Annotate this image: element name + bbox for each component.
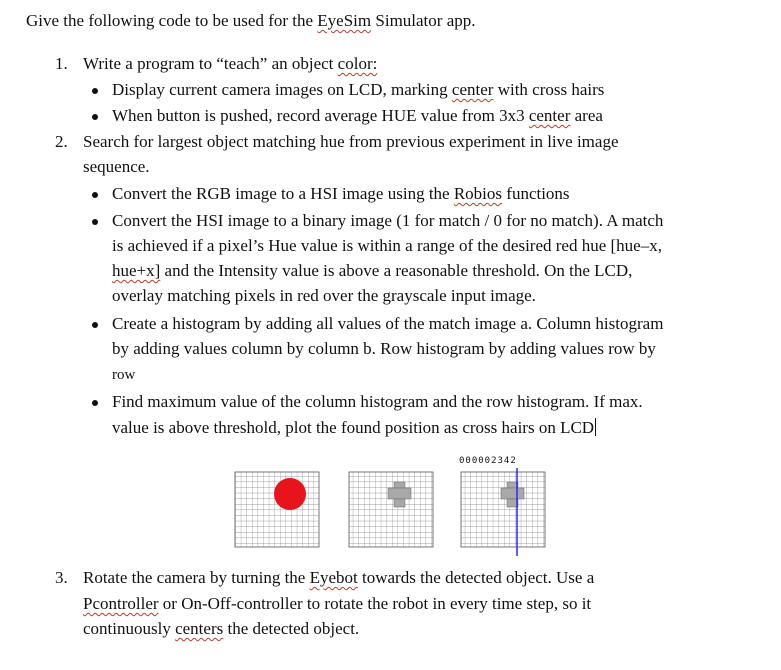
bullet-flag: center [528, 106, 571, 125]
bullet-dot [92, 192, 98, 198]
item2-bullet-4-line2 [112, 418, 596, 438]
panel-input-image [235, 472, 319, 547]
item1-bullet-1 [112, 80, 604, 100]
item2-bullet-2-line4: overlay matching pixels in red over the grayscale input image. [112, 286, 536, 305]
bullet-text: Display current camera images on LCD, marking [112, 80, 452, 99]
item2-heading-line1: Search for largest object matching hue from previous experiment in live image [83, 132, 619, 151]
item3-text-end: towards the detected object. Use a [357, 568, 595, 587]
item3-text-end: the detected object. [223, 619, 360, 638]
app-name: EyeSim [317, 11, 372, 30]
item2-bullet-3-line1: Create a histogram by adding all values of the match image a. Column histogram [112, 314, 664, 333]
item3-line1 [83, 568, 594, 588]
match-cross [388, 482, 411, 507]
intro-text-end: Simulator app. [371, 11, 476, 30]
item3-text: Rotate the camera by turning the [83, 568, 310, 587]
text-cursor [595, 418, 596, 436]
bullet-text: When button is pushed, record average HUE value from 3x3 [112, 106, 529, 125]
bullet-dot [92, 88, 98, 94]
item1-heading [83, 54, 377, 74]
bullet-text-end: with cross hairs [493, 80, 605, 99]
item1-heading-text: Write a program to “teach” an object [83, 54, 338, 73]
bullet-text-end: area [570, 106, 603, 125]
item2-bullet-2-line1: Convert the HSI image to a binary image (1 for match / 0 for no match). A match [112, 211, 664, 230]
histogram-cross [501, 482, 524, 507]
item3-line3 [83, 619, 359, 639]
bullet-text: Convert the RGB image to a HSI image using the [112, 184, 454, 203]
panel-histogram-image [461, 468, 545, 556]
bullet-text: value is above threshold, plot the found position as cross hairs on LCD [112, 418, 595, 437]
item2-heading-line2: sequence. [83, 157, 150, 176]
frame-counter: 000002342 [459, 456, 517, 466]
bullet-dot [92, 114, 98, 120]
item1-heading-flag: color: [337, 54, 378, 73]
bullet-dot [92, 400, 98, 406]
item2-bullet-4-line1: Find maximum value of the column histogram and the row histogram. If max. [112, 392, 643, 411]
bullet-text: and the Intensity value is above a reasonable threshold. On the LCD, [160, 261, 633, 280]
item2-bullet-3-line2: by adding values column by column b. Row histogram by adding values row by [112, 339, 656, 358]
item3-flag: Eyebot [309, 568, 358, 587]
item3-number: 3. [55, 568, 68, 587]
item3-text: continuously [83, 619, 176, 638]
panel-binary-image [349, 472, 433, 547]
bullet-flag: center [451, 80, 494, 99]
item2-bullet-3-line3: row [112, 367, 136, 383]
bullet-dot [92, 219, 98, 225]
intro-text: Give the following code to be used for the [26, 11, 318, 30]
bullet-dot [92, 322, 98, 328]
bullet-flag: hue+x] [112, 261, 161, 280]
item3-flag: Pcontroller [83, 594, 159, 613]
bullet-text-end: functions [502, 184, 570, 203]
item3-line2 [83, 594, 591, 614]
item3-flag: centers [175, 619, 224, 638]
item1-number: 1. [55, 54, 68, 73]
item1-bullet-2 [112, 106, 603, 126]
red-object [274, 478, 306, 510]
item2-bullet-2-line2: is achieved if a pixel’s Hue value is within a range of the desired red hue [hue–x, [112, 236, 662, 255]
item2-bullet-2-line3 [112, 261, 632, 281]
intro-line [26, 11, 476, 31]
bullet-flag: Robios [453, 184, 503, 203]
item3-text: or On-Off-controller to rotate the robot in every time step, so it [158, 594, 592, 613]
item2-number: 2. [55, 132, 68, 151]
item2-bullet-1 [112, 184, 570, 204]
